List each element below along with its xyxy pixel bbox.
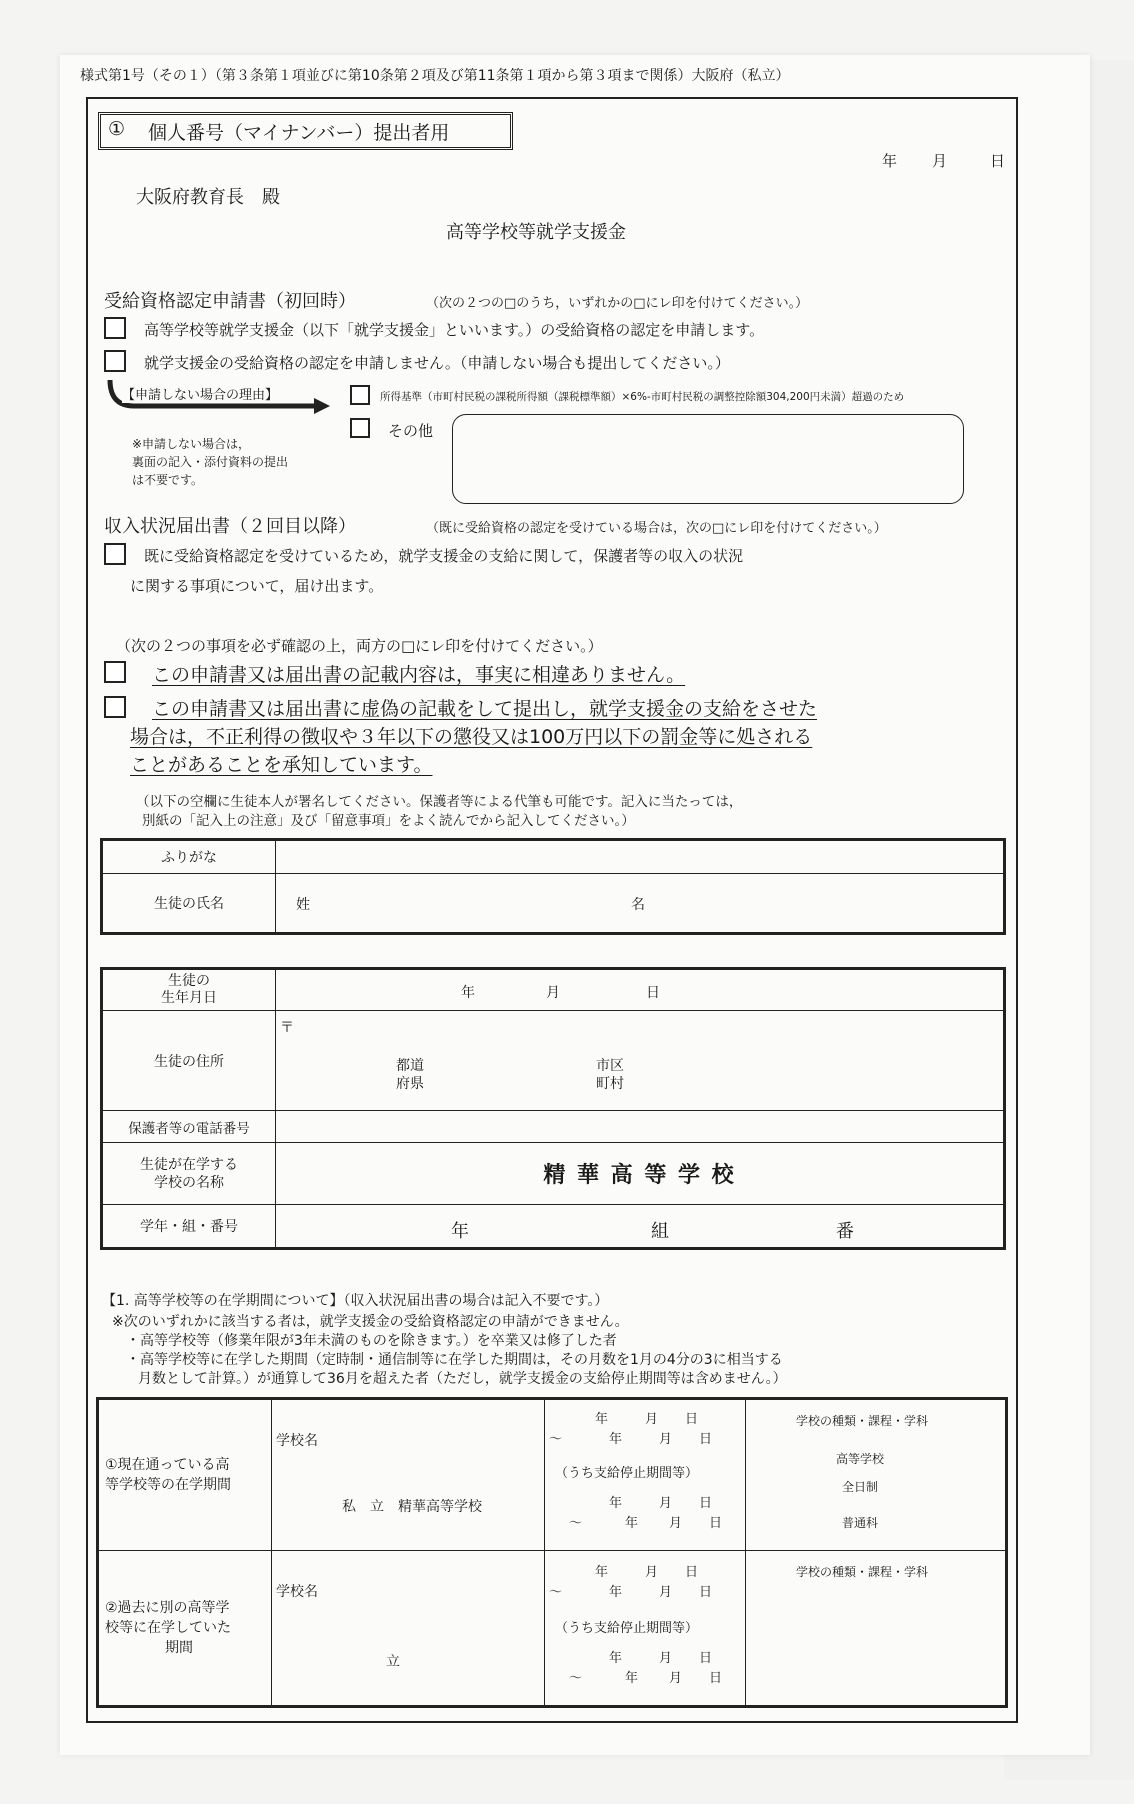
reason-income-checkbox[interactable] — [350, 385, 370, 405]
current-kind-type: 高等学校 — [836, 1452, 885, 1466]
confirm-accurate-checkbox[interactable] — [104, 661, 126, 683]
reason-other-text: その他 — [388, 422, 434, 440]
current-start-year: 年 — [595, 1412, 609, 1427]
past-school-name-value: 立 — [386, 1654, 400, 1670]
current-school-name-value: 私 立 精華高等学校 — [342, 1499, 482, 1515]
past-end-day: 日 — [699, 1585, 713, 1600]
enrollment-note-1: ※次のいずれかに該当する者は，就学支援金の受給資格認定の申請ができません。 — [112, 1314, 629, 1330]
past-school-period-label — [98, 1551, 272, 1707]
birthdate-label-2: 生年月日 — [161, 990, 217, 1006]
past-start-year: 年 — [595, 1565, 609, 1580]
current-suspend-end-year: 年 — [625, 1516, 639, 1531]
student-name-table — [100, 838, 1006, 935]
confirm-penalty-line1: この申請書又は届出書に虚偽の記載をして提出し，就学支援金の支給をさせた — [152, 698, 818, 720]
past-suspend-end-year: 年 — [625, 1671, 639, 1686]
prefecture-unit — [396, 1057, 424, 1093]
income-checkbox[interactable] — [104, 543, 126, 565]
school-name-label-1: 生徒が在学する — [140, 1156, 238, 1173]
current-suspend-end-day: 日 — [709, 1516, 723, 1531]
past-suspend-start-month: 月 — [659, 1651, 673, 1666]
postal-mark: 〒 — [280, 1020, 294, 1036]
given-name-label: 名 — [631, 897, 645, 913]
confirm-penalty-checkbox[interactable] — [104, 696, 126, 718]
form-code: 様式第1号（その１）（第３条第１項並びに第10条第２項及び第11条第１項から第３項まで関係）大阪府（私立） — [80, 68, 790, 84]
current-school-period-label-2: 等学校等の在学期間 — [105, 1477, 231, 1493]
reason-other-checkbox[interactable] — [350, 418, 370, 438]
birthdate-label — [102, 969, 276, 1011]
student-name-label: 生徒の氏名 — [102, 874, 276, 934]
grade-class-field[interactable] — [276, 1205, 1005, 1249]
current-school-period-label-1: ①現在通っている高 — [105, 1457, 230, 1473]
guardian-phone-field[interactable] — [276, 1111, 1005, 1143]
birth-month-unit: 月 — [546, 985, 560, 1001]
confirm-penalty-line3: ことがあることを承知しています。 — [130, 754, 433, 776]
apply-option-text: 高等学校等就学支援金（以下「就学支援金」といいます。）の受給資格の認定を申請します。 — [144, 321, 765, 339]
current-school-name-label: 学校名 — [276, 1433, 318, 1449]
current-suspend-start-month: 月 — [659, 1496, 673, 1511]
city-unit-1: 市区 — [596, 1058, 624, 1074]
current-end-year: 年 — [609, 1432, 623, 1447]
side-note-3: は不要です。 — [132, 473, 204, 487]
date-month: 月 — [932, 152, 948, 170]
apply-checkbox[interactable] — [104, 317, 126, 339]
current-start-month: 月 — [645, 1412, 659, 1427]
not-apply-option-text: 就学支援金の受給資格の認定を申請しません。（申請しない場合も提出してください。） — [144, 354, 730, 372]
current-kind-label: 学校の種類・課程・学科 — [796, 1414, 929, 1428]
reason-other-field[interactable] — [452, 414, 964, 504]
furigana-label: ふりがな — [102, 840, 276, 874]
current-kind-course: 全日制 — [842, 1480, 879, 1494]
enrollment-note-4: 月数として計算。）が通算して36月を超えた者（ただし，就学支援金の支給停止期間等は含めません。） — [138, 1371, 787, 1387]
past-suspend-tilde: ～ — [569, 1671, 583, 1686]
school-name-label — [102, 1143, 276, 1205]
past-end-month: 月 — [659, 1585, 673, 1600]
school-name-label-2: 学校の名称 — [154, 1174, 224, 1191]
enrollment-note-3: ・高等学校等に在学した期間（定時制・通信制等に在学した期間は，その月数を1月の4分の3に相当する — [126, 1352, 783, 1368]
application-heading: 受給資格認定申請書（初回時） — [104, 291, 356, 312]
application-note: （次の２つの□のうち，いずれかの□にレ印を付けてください。） — [426, 296, 809, 311]
income-option-line1: 既に受給資格認定を受けているため，就学支援金の支給に関して，保護者等の収入の状況 — [144, 547, 744, 565]
past-school-period-label-3: 期間 — [165, 1640, 193, 1656]
past-start-month: 月 — [645, 1565, 659, 1580]
sign-note-line1: （以下の空欄に生徒本人が署名してください。保護者等による代筆も可能です。記入に当たっては， — [136, 794, 743, 810]
not-apply-checkbox[interactable] — [104, 350, 126, 372]
past-school-period-label-2: 校等に在学していた — [105, 1620, 231, 1636]
current-suspend-start-day: 日 — [699, 1496, 713, 1511]
past-school-name-field[interactable] — [272, 1551, 545, 1707]
income-note: （既に受給資格の認定を受けている場合は，次の□にレ印を付けてください。） — [426, 521, 887, 536]
side-note-1: ※申請しない場合は， — [132, 437, 251, 451]
past-range-tilde: ～ — [549, 1585, 563, 1600]
date-day: 日 — [990, 152, 1006, 170]
sign-note-line2: 別紙の「記入上の注意」及び「留意事項」をよく読んでから記入してください。） — [142, 813, 635, 829]
city-unit — [596, 1057, 624, 1093]
current-school-name-field[interactable] — [272, 1399, 545, 1551]
furigana-field[interactable] — [276, 840, 1005, 874]
confirm-accurate-text: この申請書又は届出書の記載内容は，事実に相違ありません。 — [152, 664, 686, 686]
current-start-day: 日 — [685, 1412, 699, 1427]
past-school-kind-field[interactable] — [746, 1551, 1007, 1707]
grade-class-label: 学年・組・番号 — [102, 1205, 276, 1249]
past-suspend-label: （うち支給停止期間等） — [555, 1621, 699, 1636]
form-title: 高等学校等就学支援金 — [446, 222, 626, 243]
prefecture-unit-1: 都道 — [396, 1058, 424, 1074]
current-school-kind-field — [746, 1399, 1007, 1551]
birthdate-field[interactable] — [276, 969, 1005, 1011]
date-year: 年 — [882, 152, 898, 170]
enrollment-note-2: ・高等学校等（修業年限が3年未満のものを除きます。）を卒業又は修了した者 — [126, 1333, 617, 1349]
past-suspend-end-month: 月 — [669, 1671, 683, 1686]
side-note-2: 裏面の記入・添付資料の提出 — [132, 455, 289, 469]
current-kind-dept: 普通科 — [842, 1516, 879, 1530]
surname-label: 姓 — [296, 897, 310, 913]
guardian-phone-label: 保護者等の電話番号 — [102, 1111, 276, 1143]
number-unit: 番 — [836, 1221, 854, 1242]
birth-day-unit: 日 — [646, 985, 660, 1001]
student-info-table — [100, 967, 1006, 1250]
birthdate-label-1: 生徒の — [168, 973, 210, 989]
past-suspend-start-day: 日 — [699, 1651, 713, 1666]
income-option-line2: に関する事項について，届け出ます。 — [130, 577, 384, 595]
past-suspend-end-day: 日 — [709, 1671, 723, 1686]
reason-label: 【申請しない場合の理由】 — [122, 384, 278, 403]
enrollment-table — [96, 1397, 1008, 1708]
past-kind-label: 学校の種類・課程・学科 — [796, 1565, 929, 1579]
prefecture-unit-2: 府県 — [396, 1076, 424, 1092]
past-end-year: 年 — [609, 1585, 623, 1600]
addressee: 大阪府教育長 殿 — [136, 187, 280, 208]
current-school-period-label — [98, 1399, 272, 1551]
confirm-note: （次の２つの事項を必ず確認の上，両方の□にレ印を付けてください。） — [116, 637, 603, 655]
class-unit: 組 — [651, 1221, 669, 1242]
reason-income-text: 所得基準（市町村民税の課税所得額（課税標準額）×6%-市町村民税の調整控除額304,200円未満）超過のため — [380, 391, 905, 403]
past-school-period-label-1: ②過去に別の高等学 — [105, 1600, 230, 1616]
past-suspend-start-year: 年 — [609, 1651, 623, 1666]
current-range-tilde: ～ — [549, 1432, 563, 1447]
student-name-field[interactable] — [276, 874, 1005, 934]
current-end-day: 日 — [699, 1432, 713, 1447]
income-heading: 収入状況届出書（２回目以降） — [104, 516, 356, 537]
grade-unit: 年 — [451, 1221, 469, 1242]
past-start-day: 日 — [685, 1565, 699, 1580]
badge-title: 個人番号（マイナンバー）提出者用 — [148, 122, 450, 144]
current-suspend-end-month: 月 — [669, 1516, 683, 1531]
birth-year-unit: 年 — [461, 985, 475, 1001]
school-name-value: 精 華 高 等 学 校 — [276, 1143, 1005, 1205]
confirm-penalty-line2: 場合は，不正利得の徴収や３年以下の懲役又は100万円以下の罰金等に処される — [130, 726, 813, 748]
current-suspend-label: （うち支給停止期間等） — [555, 1466, 699, 1481]
current-suspend-tilde: ～ — [569, 1516, 583, 1531]
past-school-name-label: 学校名 — [276, 1584, 318, 1600]
current-period-field[interactable] — [545, 1399, 746, 1551]
address-field[interactable] — [276, 1011, 1005, 1111]
badge-number: ① — [108, 118, 126, 140]
enrollment-heading: 【1. 高等学校等の在学期間について】（収入状況届出書の場合は記入不要です。） — [102, 1293, 609, 1309]
address-label: 生徒の住所 — [102, 1011, 276, 1111]
current-suspend-start-year: 年 — [609, 1496, 623, 1511]
city-unit-2: 町村 — [596, 1076, 624, 1092]
past-period-field[interactable] — [545, 1551, 746, 1707]
current-end-month: 月 — [659, 1432, 673, 1447]
